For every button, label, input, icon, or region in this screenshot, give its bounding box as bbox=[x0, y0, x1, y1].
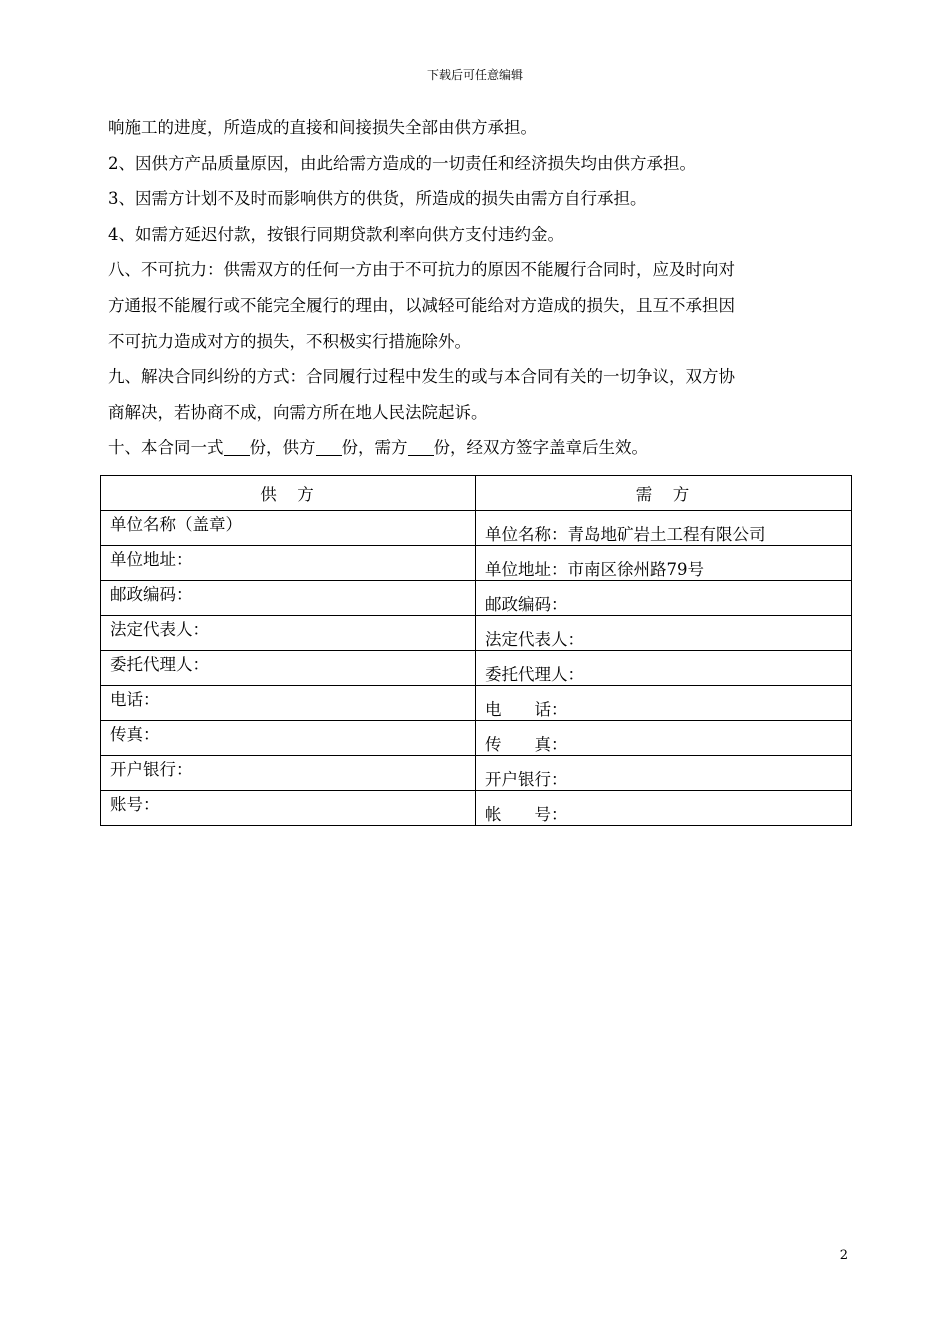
demand-fax: 传 真： bbox=[476, 721, 852, 756]
copies-text-4: 份，经双方签字盖章后生效。 bbox=[433, 438, 648, 458]
table-row bbox=[101, 791, 852, 826]
table-row bbox=[101, 721, 852, 756]
supply-address: 单位地址： bbox=[101, 546, 476, 581]
table-row bbox=[101, 651, 852, 686]
paragraph-quality-liability: 2、因供方产品质量原因，由此给需方造成的一切责任和经济损失均由供方承担。 bbox=[108, 153, 696, 173]
copies-demand-blank[interactable] bbox=[408, 439, 434, 457]
page-number: 2 bbox=[839, 1248, 848, 1263]
paragraph-force-majeure-2: 方通报不能履行或不能完全履行的理由，以减轻可能给对方造成的损失，且互不承担因 bbox=[108, 295, 735, 315]
copies-total-blank[interactable] bbox=[224, 439, 250, 457]
demand-header: 需 方 bbox=[476, 476, 852, 511]
paragraph-plan-liability: 3、因需方计划不及时而影响供方的供货，所造成的损失由需方自行承担。 bbox=[108, 189, 647, 209]
demand-phone: 电 话： bbox=[476, 686, 852, 721]
table-row bbox=[101, 756, 852, 791]
demand-legal-representative: 法定代表人： bbox=[476, 616, 852, 651]
copies-text-3: 份，需方 bbox=[341, 438, 408, 458]
paragraph-late-payment: 4、如需方延迟付款，按银行同期贷款利率向供方支付违约金。 bbox=[108, 224, 564, 244]
paragraph-copies bbox=[108, 430, 843, 466]
parties-table bbox=[100, 475, 852, 826]
paragraph-liability-continued: 响施工的进度，所造成的直接和间接损失全部由供方承担。 bbox=[108, 118, 537, 137]
supply-account: 账号： bbox=[101, 791, 476, 826]
supply-company-name: 单位名称（盖章） bbox=[101, 511, 476, 546]
paragraph-force-majeure-3: 不可抗力造成对方的损失，不积极实行措施除外。 bbox=[108, 331, 471, 351]
table-row bbox=[101, 546, 852, 581]
copies-text-1: 十、本合同一式 bbox=[108, 438, 224, 458]
demand-postal-code: 邮政编码： bbox=[476, 581, 852, 616]
demand-account: 帐 号： bbox=[476, 791, 852, 826]
contract-body bbox=[108, 110, 843, 466]
supply-phone: 电话： bbox=[101, 686, 476, 721]
supply-postal-code: 邮政编码： bbox=[101, 581, 476, 616]
supply-fax: 传真： bbox=[101, 721, 476, 756]
page-header: 下载后可任意编辑 bbox=[426, 68, 523, 82]
table-row bbox=[101, 686, 852, 721]
paragraph-dispute-1: 九、解决合同纠纷的方式：合同履行过程中发生的或与本合同有关的一切争议，双方协 bbox=[108, 367, 735, 387]
demand-agent: 委托代理人： bbox=[476, 651, 852, 686]
paragraph-dispute-2: 商解决，若协商不成，向需方所在地人民法院起诉。 bbox=[108, 402, 488, 422]
supply-agent: 委托代理人： bbox=[101, 651, 476, 686]
demand-company-name: 单位名称：青岛地矿岩土工程有限公司 bbox=[476, 511, 852, 546]
demand-bank: 开户银行： bbox=[476, 756, 852, 791]
table-row bbox=[101, 511, 852, 546]
supply-header: 供 方 bbox=[101, 476, 476, 511]
table-row bbox=[101, 616, 852, 651]
demand-address: 单位地址：市南区徐州路79号 bbox=[476, 546, 852, 581]
copies-supply-blank[interactable] bbox=[316, 439, 342, 457]
supply-legal-representative: 法定代表人： bbox=[101, 616, 476, 651]
copies-text-2: 份，供方 bbox=[249, 438, 316, 458]
paragraph-force-majeure-1: 八、不可抗力：供需双方的任何一方由于不可抗力的原因不能履行合同时，应及时向对 bbox=[108, 260, 735, 280]
table-header-row bbox=[101, 476, 852, 511]
table-row bbox=[101, 581, 852, 616]
supply-bank: 开户银行： bbox=[101, 756, 476, 791]
